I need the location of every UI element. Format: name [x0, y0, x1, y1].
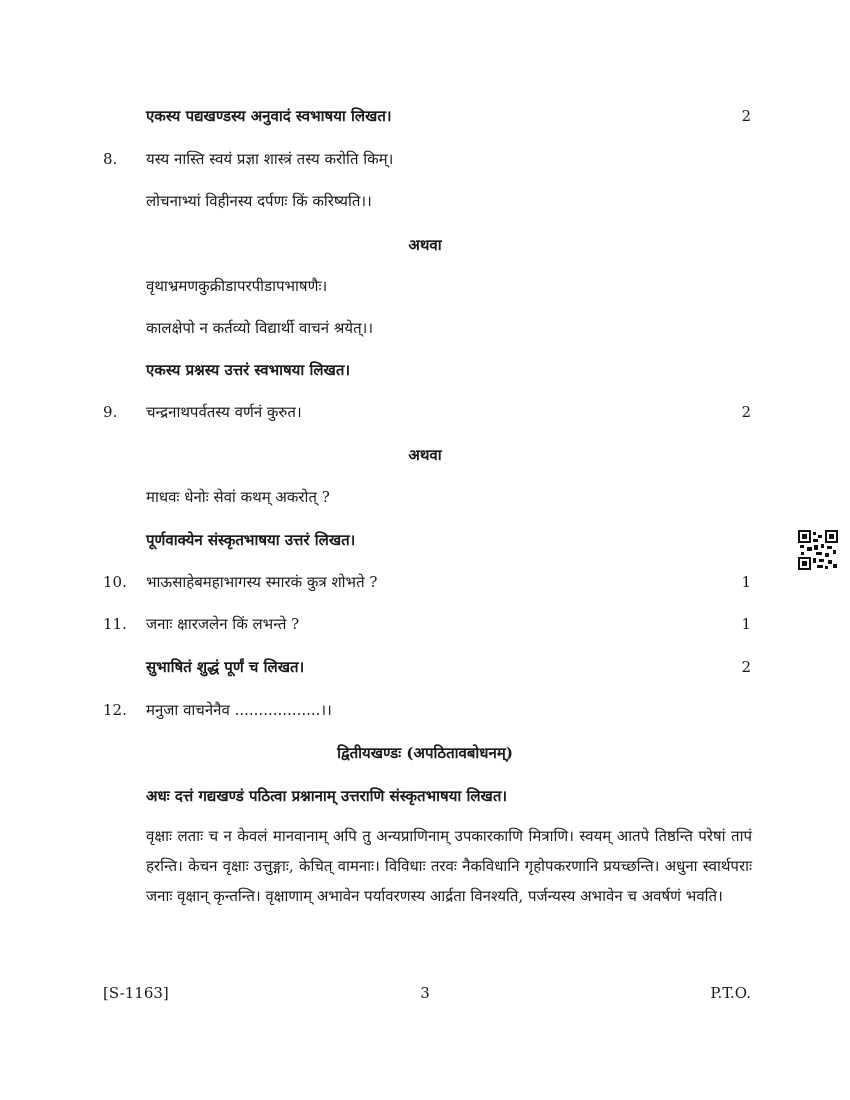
instruction-answer-one: एकस्य प्रश्नस्य उत्तरं स्वभाषया लिखत। [146, 361, 351, 379]
verse-line: लोचनाभ्यां विहीनस्य दर्पणः किं करिष्यति।। [146, 192, 372, 210]
unseen-passage: वृक्षाः लताः च न केवलं मानवानाम् अपि तु अन्यप्राणिनाम् उपकारकाणि मित्राणि। स्वयम् आतपे तिष्ठन्ति परेषां तापं हरन्ति। केचन वृक्षाः उत्तुङ्गाः, केचित् वामनाः। विविधाः तरवः नैकविधानि गृहोपकरणानि प्रयच्छन्ति। अधुना स्वार्थपराः जनाः वृक्षान् कृन्तन्ति। वृक्षाणाम् अभावेन पर्यावरणस्य आर्द्रता विनश्यति, पर्जन्यस्य अभावेन च अवर्षणं भवति। [146, 827, 752, 905]
question-text: भाऊसाहेबमहाभागस्य स्मारकं कुत्र शोभते ? [146, 573, 378, 591]
marks: 2 [741, 658, 751, 676]
question-number: 12. [103, 701, 127, 719]
question-text: माधवः धेनोः सेवां कथम् अकरोत् ? [146, 488, 330, 506]
instruction-write-subhashita: सुभाषितं शुद्धं पूर्णं च लिखत। [146, 658, 305, 676]
marks: 1 [741, 615, 751, 633]
paper-code: [S-1163] [103, 984, 169, 1002]
instruction-read-passage: अधः दत्तं गद्यखण्डं पठित्वा प्रश्नानाम् उत्तराणि संस्कृतभाषया लिखत। [146, 787, 508, 805]
verse-line: यस्य नास्ति स्वयं प्रज्ञा शास्त्रं तस्य करोति किम्। [146, 150, 394, 168]
or-separator: अथवा [408, 236, 442, 254]
question-text: चन्द्रनाथपर्वतस्य वर्णनं कुरुत। [146, 403, 302, 421]
pto-label: P.T.O. [710, 984, 751, 1002]
or-separator: अथवा [408, 446, 442, 464]
question-text: मनुजा वाचनेनैव ..................।। [146, 701, 332, 719]
question-number: 9. [103, 403, 118, 421]
qr-code-icon [798, 530, 838, 570]
question-number: 10. [103, 573, 127, 591]
page-number: 3 [420, 984, 430, 1002]
verse-line: कालक्षेपो न कर्तव्यो विद्यार्थी वाचनं श्रयेत्।। [146, 319, 374, 337]
question-number: 11. [103, 615, 127, 633]
question-number: 8. [103, 150, 118, 168]
verse-line: वृथाभ्रमणकुक्रीडापरपीडापभाषणैः। [146, 277, 328, 295]
instruction-translate-verse: एकस्य पद्यखण्डस्य अनुवादं स्वभाषया लिखत। [146, 107, 392, 125]
question-text: जनाः क्षारजलेन किं लभन्ते ? [146, 615, 300, 633]
marks: 2 [741, 107, 751, 125]
marks: 2 [741, 403, 751, 421]
section-heading: द्वितीयखण्डः (अपठितावबोधनम्) [337, 744, 513, 762]
instruction-full-sentence: पूर्णवाक्येन संस्कृतभाषया उत्तरं लिखत। [146, 531, 356, 549]
marks: 1 [741, 573, 751, 591]
